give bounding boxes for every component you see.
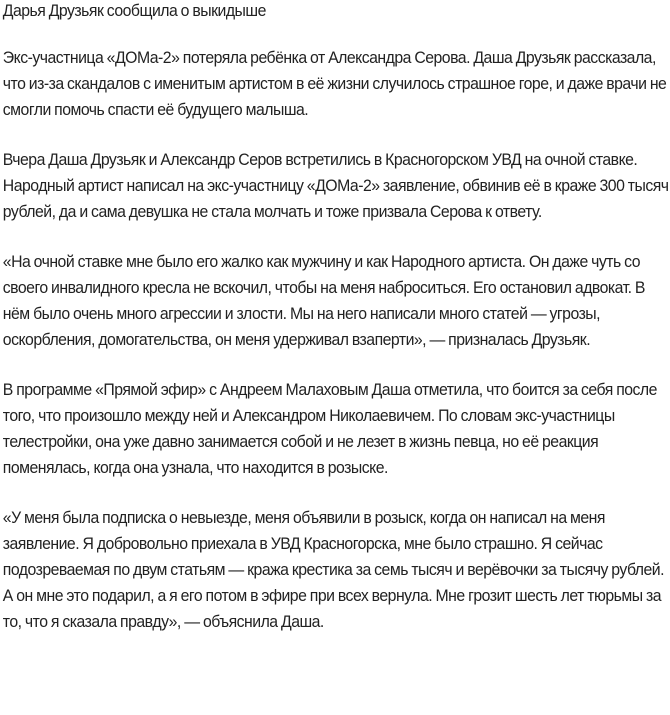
- article-paragraph-1: Экс-участница «ДОМа-2» потеряла ребёнка от Александра Серова. Даша Друзьяк рассказала, что из-за скандалов с именитым артистом в её жизни случилось страшное горе, и даже врачи не смогли помочь спасти её будущего малыша.: [2, 48, 667, 119]
- article-paragraph-5-quote: «У меня была подписка о невыезде, меня объявили в розыск, когда он написал на меня заявление. Я добровольно приехала в УВД Красногорска, мне было страшно. Я сейчас подозреваемая по двум статьям — кража крестика за семь тысяч и верёвочки за тысячу рублей. А он мне это подарил, а я его потом в эфире при всех вернула. Мне грозит шесть лет тюрьмы за то, что я сказала правду», — объяснила Даша.: [2, 508, 665, 631]
- article-paragraph-4: В программе «Прямой эфир» с Андреем Малаховым Даша отметила, что боится за себя после того, что произошло между ней и Александром Николаевичем. По словам экс-участницы телестройки, она уже давно занимается собой и не лезет в жизнь певца, но её реакция поменялась, когда она узнала, что находится в розыске.: [2, 380, 657, 477]
- article-paragraph-3-quote: «На очной ставке мне было его жалко как мужчину и как Народного артиста. Он даже чуть со своего инвалидного кресла не вскочил, чтобы на меня наброситься. Его остановил адвокат. В нём было очень много агрессии и злости. Мы на него написали много статей — угрозы, оскорбления, домогательства, он меня удерживал взаперти», — призналась Друзьяк.: [2, 252, 645, 349]
- article-title: Дарья Друзьяк сообщила о выкидыше: [2, 1, 266, 20]
- article-paragraph-2: Вчера Даша Друзьяк и Александр Серов встретились в Красногорском УВД на очной ставке. Народный артист написал на экс-участницу «ДОМа-2» заявление, обвинив её в краже 300 тысяч рублей, да и сама девушка не стала молчать и тоже призвала Серова к ответу.: [2, 150, 669, 221]
